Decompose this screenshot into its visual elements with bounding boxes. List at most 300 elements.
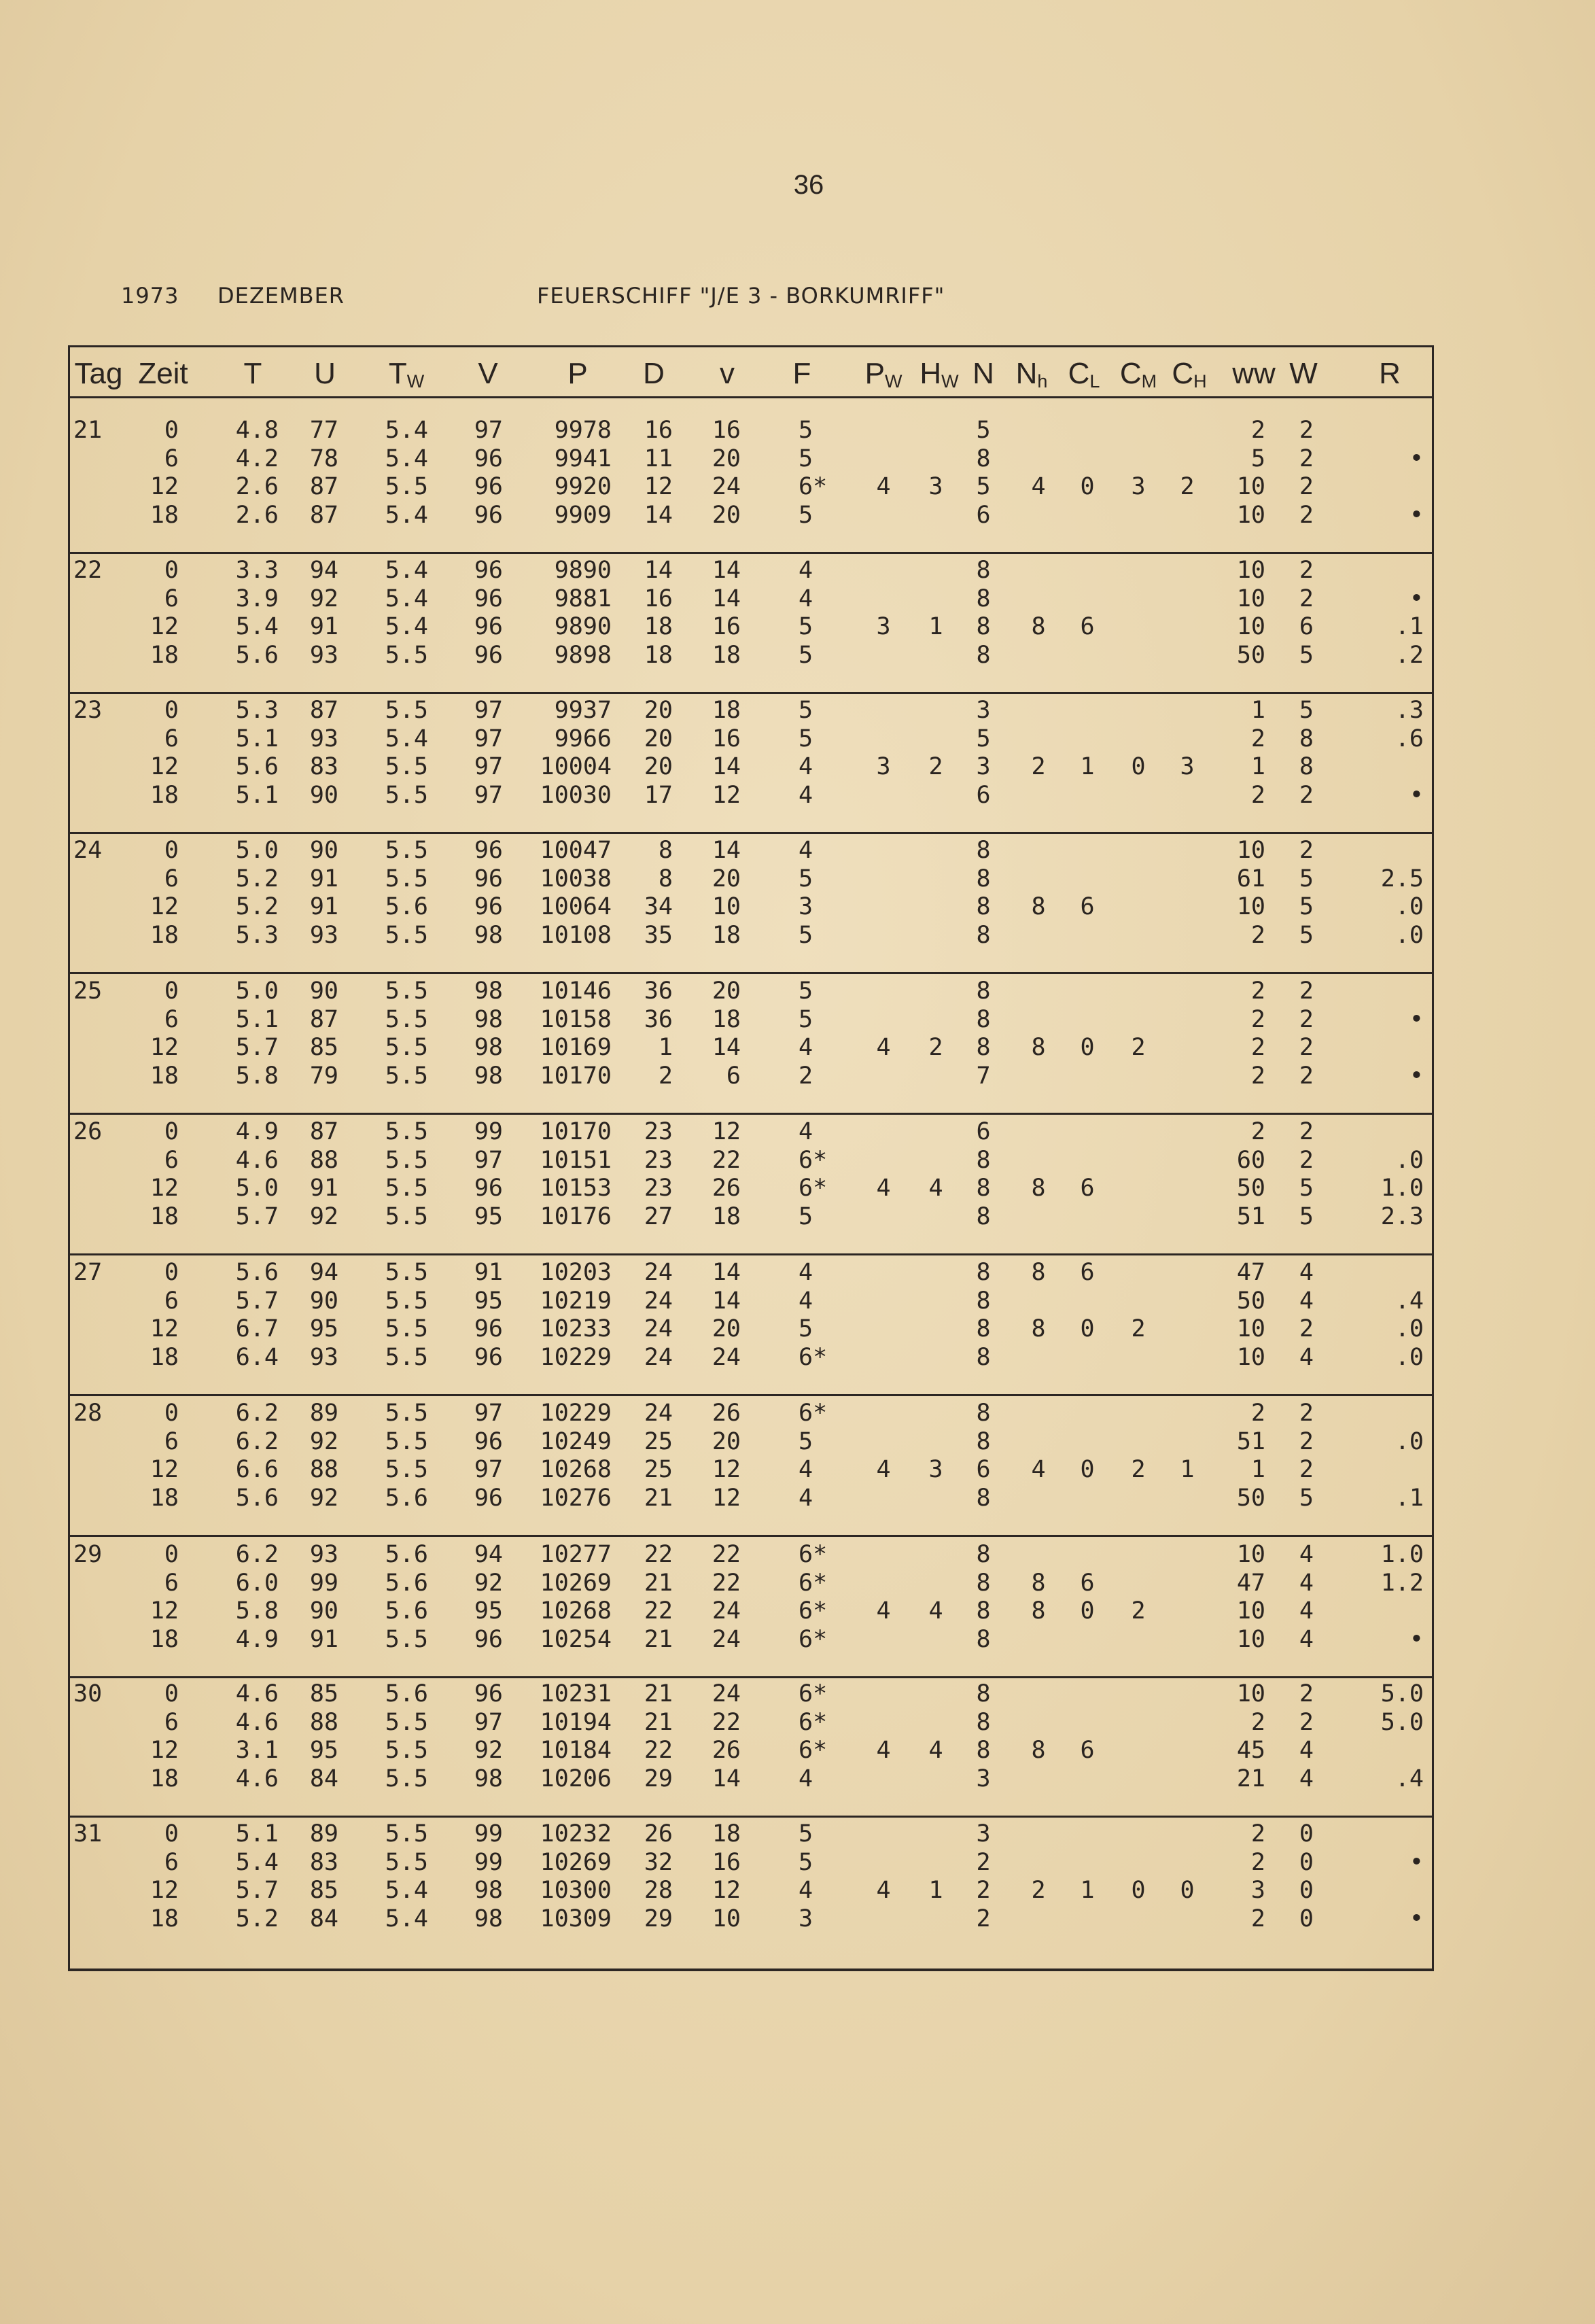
table-cell: 77 [309,417,338,444]
table-cell: 4 [1299,1765,1314,1792]
table-cell: 2 [1250,1820,1265,1848]
table-cell: 89 [309,1400,338,1427]
table-cell: 5.5 [385,1005,428,1033]
table-cell: 16 [644,585,673,612]
table-cell: 61 [1236,865,1265,892]
table-cell: 10229 [540,1400,612,1427]
table-cell: 14 [712,1287,741,1315]
table-cell: 2 [1299,445,1314,472]
table-cell: 10170 [540,1118,612,1145]
table-cell: 3 [976,753,991,780]
table-cell: 5 [1299,921,1314,949]
table-cell: 8 [976,1569,991,1597]
table-cell: 6* [799,473,828,500]
table-cell: 6 [976,781,991,809]
table-cell: 2 [1299,1062,1314,1090]
table-cell: 4 [799,1765,813,1792]
table-cell: 5 [1299,1202,1314,1230]
table-cell: 97 [474,1400,503,1427]
table-cell: 2 [928,1034,943,1061]
table-cell: 96 [474,557,503,584]
column-header-label: W [1289,357,1318,390]
table-cell: 34 [644,893,673,920]
table-cell: 25 [644,1456,673,1483]
table-cell: 20 [712,445,741,472]
table-cell: 87 [309,1118,338,1145]
table-cell: 2 [658,1062,673,1090]
table-cell: 5.8 [235,1597,279,1625]
table-cell: 1.0 [1380,1175,1424,1202]
table-cell: 88 [309,1456,338,1483]
table-cell: 8 [1031,1597,1046,1625]
table-cell: 5.6 [385,1484,428,1512]
table-cell: 2.6 [235,501,279,529]
table-cell: 24 [644,1259,673,1286]
table-cell: 51 [1236,1427,1265,1455]
table-cell: 5.5 [385,1848,428,1876]
table-cell: 8 [976,1597,991,1625]
table-cell: 5 [799,445,813,472]
table-cell: 5.5 [385,1765,428,1792]
table-cell: 96 [474,1484,503,1512]
table-cell: 2 [1299,837,1314,864]
column-header-label: T [243,357,262,390]
table-cell: .0 [1395,1315,1424,1342]
table-cell: 5.0 [235,837,279,864]
table-cell: 96 [474,613,503,640]
table-cell: 21 [644,1625,673,1653]
column-header-label: U [314,357,336,390]
table-cell: 6 [1080,1175,1095,1202]
table-cell: 2 [976,1905,991,1932]
table-cell: 97 [474,1708,503,1736]
table-cell: 5.4 [235,613,279,640]
table-cell: 5.2 [235,865,279,892]
table-cell: 8 [976,837,991,864]
table-cell: 5.5 [385,1287,428,1315]
table-cell: 6 [164,445,179,472]
table-cell: 3 [799,1905,813,1932]
table-cell: 18 [150,1905,179,1932]
table-cell: 0 [164,1820,179,1848]
table-cell: 24 [644,1343,673,1371]
table-cell: 5 [1299,697,1314,724]
table-cell: 2 [1250,1005,1265,1033]
table-cell: 5.4 [385,585,428,612]
table-cell: 2 [1250,1848,1265,1876]
table-cell: 12 [150,893,179,920]
table-cell: 22 [712,1708,741,1736]
table-cell: 97 [474,781,503,809]
table-cell: .1 [1395,613,1424,640]
table-cell: 8 [976,557,991,584]
table-cell: 5.7 [235,1877,279,1904]
table-cell: 2 [1299,1680,1314,1707]
table-cell: 29 [644,1765,673,1792]
table-cell: 5.5 [385,1062,428,1090]
table-cell: 6* [799,1541,828,1568]
table-cell: 10254 [540,1625,612,1653]
table-cell: 45 [1236,1737,1265,1764]
table-cell: 5.5 [385,1400,428,1427]
table-cell: 5.5 [385,1737,428,1764]
table-cell: 0 [1080,1034,1095,1061]
column-header-label: D [643,357,665,390]
table-cell: 26 [712,1400,741,1427]
table-cell: 2 [1250,1708,1265,1736]
table-cell: 10151 [540,1146,612,1174]
table-cell: 4.9 [235,1625,279,1653]
table-cell: 0 [164,837,179,864]
table-cell: 5 [799,1005,813,1033]
day-separator [70,1394,1432,1396]
table-cell: 96 [474,641,503,669]
table-cell: 0 [164,1400,179,1427]
table-cell: 6 [976,1118,991,1145]
table-cell: 10108 [540,921,612,949]
table-cell: 10277 [540,1541,612,1568]
day-separator [70,1816,1432,1818]
table-cell: 47 [1236,1259,1265,1286]
column-header-label: C [1119,357,1142,390]
table-cell: 0 [1299,1877,1314,1904]
table-cell: 85 [309,1877,338,1904]
table-cell: 6 [164,1005,179,1033]
table-cell: 98 [474,1877,503,1904]
table-cell: 22 [712,1541,741,1568]
table-cell: 18 [150,1625,179,1653]
table-cell: 95 [474,1597,503,1625]
table-cell: 6 [1080,613,1095,640]
table-cell: 5 [799,865,813,892]
table-cell: 3.3 [235,557,279,584]
table-cell: 4 [1299,1541,1314,1568]
table-cell: 5 [1299,641,1314,669]
table-cell: 3.1 [235,1737,279,1764]
page-number: 36 [793,170,824,200]
table-cell: 6.2 [235,1541,279,1568]
column-header-subscript: M [1141,371,1157,392]
table-cell: 23 [644,1175,673,1202]
table-cell: 8 [976,1484,991,1512]
table-cell: 9941 [554,445,612,472]
table-cell: 0 [1080,1456,1095,1483]
table-cell: 6.0 [235,1569,279,1597]
table-cell: 8 [976,921,991,949]
table-cell: 1 [1080,1877,1095,1904]
table-cell: 88 [309,1708,338,1736]
table-cell: 5.0 [235,977,279,1005]
day-label: 25 [73,977,103,1005]
table-cell: 78 [309,445,338,472]
table-cell: 8 [1031,1034,1046,1061]
table-cell: 99 [309,1569,338,1597]
day-label: 22 [73,557,103,584]
table-cell: 5 [799,613,813,640]
table-cell: 5.6 [235,1259,279,1286]
table-cell: 14 [644,557,673,584]
table-cell: 2 [1299,1118,1314,1145]
table-cell: 0 [164,1680,179,1707]
day-label: 30 [73,1680,103,1707]
day-separator [70,552,1432,554]
table-cell: 16 [712,1848,741,1876]
table-cell: 5.6 [385,893,428,920]
column-header-u [284,357,366,391]
station-title: FEUERSCHIFF "J/E 3 - BORKUMRIFF" [537,283,945,309]
column-header-label: H [919,357,942,390]
table-cell: 5 [799,977,813,1005]
table-cell: 4.6 [235,1680,279,1707]
table-cell: 91 [474,1259,503,1286]
day-label: 29 [73,1541,103,1568]
table-cell: 20 [644,753,673,780]
table-cell: 6 [1080,1569,1095,1597]
table-cell: 95 [474,1202,503,1230]
table-cell: 0 [164,1259,179,1286]
table-cell: 0 [1080,1597,1095,1625]
table-cell: 10309 [540,1905,612,1932]
table-cell: 47 [1236,1569,1265,1597]
table-cell: 8 [976,1737,991,1764]
table-cell: 20 [712,977,741,1005]
table-cell: 14 [712,585,741,612]
table-cell: .0 [1395,893,1424,920]
table-cell: 9966 [554,725,612,752]
table-cell: 5.6 [385,1569,428,1597]
table-cell: 3 [928,1456,943,1483]
table-cell: 5 [976,417,991,444]
table-cell: 2 [1131,1315,1146,1342]
table-cell: 5.7 [235,1202,279,1230]
table-cell: 95 [309,1315,338,1342]
day-separator [70,1253,1432,1255]
table-cell: 21 [644,1484,673,1512]
table-cell: 9909 [554,501,612,529]
table-cell: 5 [799,921,813,949]
table-cell: 5.5 [385,1259,428,1286]
table-cell: 91 [309,1175,338,1202]
table-cell: 18 [150,781,179,809]
table-cell: 10206 [540,1765,612,1792]
table-cell: 10 [1236,1625,1265,1653]
table-cell: 90 [309,837,338,864]
table-cell: 20 [712,1315,741,1342]
table-cell: 3 [1250,1877,1265,1904]
table-cell: 4 [876,473,891,500]
table-cell: 98 [474,921,503,949]
table-cell: 4 [1299,1569,1314,1597]
table-cell: 90 [309,977,338,1005]
table-cell: 5.5 [385,1820,428,1848]
table-cell: 5.4 [235,1848,279,1876]
day-label: 23 [73,697,103,724]
table-cell: 17 [644,781,673,809]
table-cell: 10 [1236,1541,1265,1568]
table-cell: 84 [309,1765,338,1792]
table-cell: 0 [164,1541,179,1568]
table-cell: 1 [1250,697,1265,724]
table-cell: 2 [1299,557,1314,584]
column-header-t [212,357,294,391]
table-cell: 12 [150,1877,179,1904]
table-cell: 92 [309,1202,338,1230]
table-cell: 0 [164,417,179,444]
table-cell: 10 [1236,557,1265,584]
table-cell: 10169 [540,1034,612,1061]
table-cell: 87 [309,501,338,529]
table-cell: 6 [1080,1259,1095,1286]
table-cell: 90 [309,1287,338,1315]
table-cell: 79 [309,1062,338,1090]
table-cell: 10 [1236,613,1265,640]
table-cell: 1 [1250,753,1265,780]
table-cell: 6.4 [235,1343,279,1371]
table-cell: 3 [976,1820,991,1848]
table-cell: 4.6 [235,1765,279,1792]
table-cell: 2 [1250,921,1265,949]
table-cell: 93 [309,725,338,752]
table-cell: 6 [164,1146,179,1174]
table-cell: 5.5 [385,1625,428,1653]
table-cell: 2 [1299,1456,1314,1483]
table-cell: 5.5 [385,641,428,669]
table-cell: 4.2 [235,445,279,472]
table-cell: 4 [799,753,813,780]
table-cell: 6* [799,1400,828,1427]
table-cell: 23 [644,1146,673,1174]
table-cell: 96 [474,445,503,472]
table-cell: 18 [150,921,179,949]
table-cell: 4 [1299,1625,1314,1653]
table-cell: 5.5 [385,753,428,780]
table-cell: 2 [1250,1062,1265,1090]
table-cell: 2 [1299,1427,1314,1455]
table-cell: 2 [1250,1400,1265,1427]
table-cell: 2 [1299,473,1314,500]
table-cell: 8 [976,1259,991,1286]
table-cell: 10 [1236,501,1265,529]
table-cell: 2 [1131,1034,1146,1061]
table-cell: 2 [1299,1034,1314,1061]
table-cell: 0 [164,977,179,1005]
table-cell: 87 [309,473,338,500]
table-cell: 24 [712,473,741,500]
table-cell: 8 [976,1315,991,1342]
table-cell: 2 [1299,585,1314,612]
table-cell: 10146 [540,977,612,1005]
table-cell: 9881 [554,585,612,612]
table-cell: 8 [976,1427,991,1455]
table-cell: 3 [1131,473,1146,500]
table-cell: 10047 [540,837,612,864]
table-cell: 5 [799,697,813,724]
table-cell: 5.1 [235,781,279,809]
table-cell: 18 [150,501,179,529]
day-separator [70,1535,1432,1537]
table-cell: 4 [1031,1456,1046,1483]
table-cell: 96 [474,1625,503,1653]
column-header-label: Zeit [138,357,188,390]
table-cell: .0 [1395,1146,1424,1174]
table-cell: 6 [164,1427,179,1455]
table-cell: • [1409,781,1424,809]
column-header-label: N [972,357,994,390]
table-cell: 0 [1080,1315,1095,1342]
table-cell: 0 [164,697,179,724]
day-label: 27 [73,1259,103,1286]
table-cell: 96 [474,893,503,920]
table-cell: 96 [474,1175,503,1202]
table-cell: 12 [712,1484,741,1512]
table-cell: .4 [1395,1765,1424,1792]
table-cell: 5 [799,725,813,752]
table-cell: 5.5 [385,1315,428,1342]
table-cell: 91 [309,893,338,920]
table-cell: 90 [309,1597,338,1625]
table-cell: 6.2 [235,1400,279,1427]
table-cell: 97 [474,1146,503,1174]
table-cell: 94 [309,1259,338,1286]
table-cell: 5.5 [385,1175,428,1202]
table-cell: 4.6 [235,1708,279,1736]
table-cell: 96 [474,473,503,500]
column-header-label: N [1015,357,1038,390]
table-cell: 5.2 [235,1905,279,1932]
day-label: 31 [73,1820,103,1848]
table-cell: 4 [928,1175,943,1202]
table-cell: 5.3 [235,921,279,949]
table-cell: 10176 [540,1202,612,1230]
table-cell: 8 [976,865,991,892]
table-cell: 26 [644,1820,673,1848]
table-cell: 96 [474,1315,503,1342]
table-cell: 8 [976,977,991,1005]
table-cell: 5.4 [385,557,428,584]
table-cell: 6 [726,1062,741,1090]
table-cell: 97 [474,1456,503,1483]
table-cell: 2 [976,1848,991,1876]
table-cell: 8 [1031,1737,1046,1764]
table-cell: 6* [799,1569,828,1597]
table-cell: 5.6 [385,1680,428,1707]
table-cell: 3 [876,613,891,640]
table-cell: 8 [1299,753,1314,780]
table-cell: 5.6 [235,1484,279,1512]
column-header-label: C [1068,357,1090,390]
table-cell: 36 [644,977,673,1005]
table-cell: 18 [712,1005,741,1033]
table-cell: 14 [712,753,741,780]
table-cell: • [1409,1005,1424,1033]
table-cell: 8 [658,865,673,892]
table-cell: 10170 [540,1062,612,1090]
table-cell: 24 [644,1287,673,1315]
table-cell: 4 [799,781,813,809]
table-cell: 0 [164,1118,179,1145]
table-cell: 5.5 [385,473,428,500]
table-cell: 96 [474,1427,503,1455]
table-cell: 10249 [540,1427,612,1455]
table-cell: 18 [150,641,179,669]
table-cell: 9898 [554,641,612,669]
table-cell: 5.4 [385,1877,428,1904]
table-cell: 10 [1236,1680,1265,1707]
table-cell: 24 [644,1400,673,1427]
table-cell: 5.0 [235,1175,279,1202]
table-cell: 5 [1299,1484,1314,1512]
table-cell: 98 [474,1034,503,1061]
